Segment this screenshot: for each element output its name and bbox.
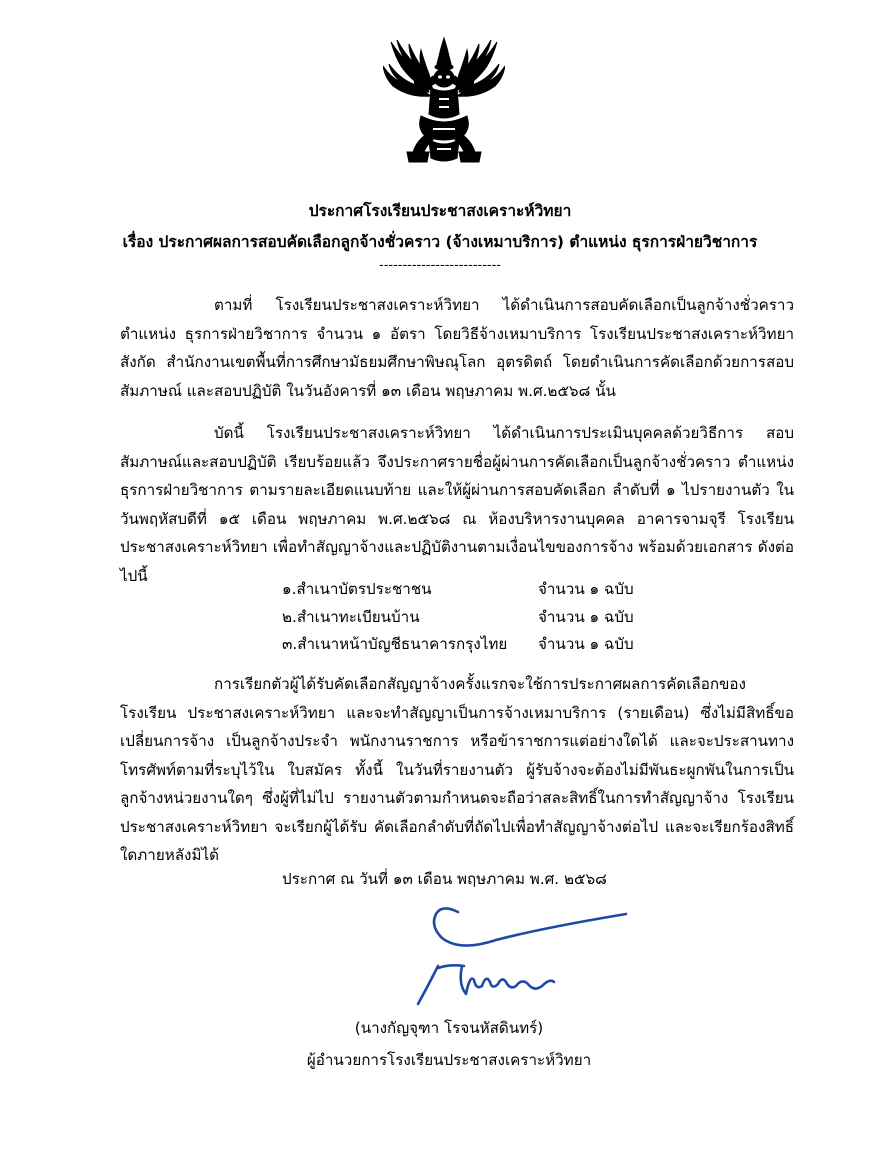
document-name: ๑.สำเนาบัตรประชาชน [282, 580, 432, 598]
paragraph-result: บัดนี้ โรงเรียนประชาสงเคราะห์วิทยา ได้ดำเนินการประเมินบุคคลด้วยวิธีการ สอบสัมภาษณ์และสอบปฏิบัติ เรียบร้อยแล้ว จึงประกาศรายชื่อผู้ผ่านการคัดเลือกเป็นลูกจ้างชั่วคราว ตำแหน่ง ธุรการฝ่ายวิชาการ ตามรายละเอียดแนบท้าย และให้ผู้ผ่านการสอบคัดเลือก ลำดับที่ ๑ ไปรายงานตัว ในวันพฤหัสบดีที่ ๑๕ เดือน พฤษภาคม พ.ศ.๒๕๖๘ ณ ห้องบริหารงานบุคคล อาคารจามจุรี โรงเรียนประชาสงเคราะห์วิทยา เพื่อทำสัญญาจ้างและปฏิบัติงานตามเงื่อนไขของการจ้าง พร้อมด้วยเอกสาร ดังต่อไปนี้ [120, 424, 794, 585]
paragraph-conditions: การเรียกตัวผู้ได้รับคัดเลือกสัญญาจ้างครั้งแรกจะใช้การประกาศผลการคัดเลือกของโรงเรียน ประชาสงเคราะห์วิทยา และจะทำสัญญาเป็นการจ้างเหมาบริการ (รายเดือน) ซึ่งไม่มีสิทธิ์ขอเปลี่ยนการจ้าง เป็นลูกจ้างประจำ พนักงานราชการ หรือข้าราชการแต่อย่างใดได้ และจะประสานทางโทรศัพท์ตามที่ระบุไว้ใน ใบสมัคร ทั้งนี้ ในวันที่รายงานตัว ผู้รับจ้างจะต้องไม่มีพันธะผูกพันในการเป็นลูกจ้างหน่วยงานใดๆ ซึ่งผู้ที่ไม่ไป รายงานตัวตามกำหนดจะถือว่าสละสิทธิ์ในการทำสัญญาจ้าง โรงเรียนประชาสงเคราะห์วิทยา จะเรียกผู้ได้รับ คัดเลือกลำดับที่ถัดไปเพื่อทำสัญญาจ้างต่อไป และจะเรียกร้องสิทธิ์ใดภายหลังมิได้ [120, 675, 794, 864]
list-item [282, 604, 682, 632]
paragraph-background: ตามที่ โรงเรียนประชาสงเคราะห์วิทยา ได้ดำเนินการสอบคัดเลือกเป็นลูกจ้างชั่วคราว ตำแหน่ง ธุรการฝ่ายวิชาการ จำนวน ๑ อัตรา โดยวิธีจ้างเหมาบริการ โรงเรียนประชาสงเคราะห์วิทยา สังกัด สำนักงานเขตพื้นที่การศึกษามัธยมศึกษาพิษณุโลก อุตรดิตถ์ โดยดำเนินการคัดเลือกด้วยการสอบสัมภาษณ์ และสอบปฏิบัติ ในวันอังคารที่ ๑๓ เดือน พฤษภาคม พ.ศ.๒๕๖๘ นั้น [120, 296, 794, 400]
signer-name: (นางกัญจุฑา โรจนหัสดินทร์) [354, 1019, 544, 1037]
list-item [282, 576, 682, 604]
announcement-title: ประกาศโรงเรียนประชาสงเคราะห์วิทยา [308, 202, 572, 220]
director-signature [412, 898, 632, 1016]
required-documents-list [282, 576, 682, 659]
announcement-date: ประกาศ ณ วันที่ ๑๓ เดือน พฤษภาคม พ.ศ. ๒๕๖๘ [282, 870, 607, 888]
document-name: ๓.สำเนาหน้าบัญชีธนาคารกรุงไทย [282, 635, 508, 653]
garuda-emblem-icon [383, 36, 505, 168]
signer-title: ผู้อำนวยการโรงเรียนประชาสงเคราะห์วิทยา [306, 1051, 592, 1069]
document-quantity: จำนวน ๑ ฉบับ [538, 635, 634, 653]
announcement-subject: เรื่อง ประกาศผลการสอบคัดเลือกลูกจ้างชั่วคราว (จ้างเหมาบริการ) ตำแหน่ง ธุรการฝ่ายวิชาการ [122, 233, 758, 251]
title-divider: -------------------------- [379, 258, 501, 273]
list-item [282, 631, 682, 659]
document-quantity: จำนวน ๑ ฉบับ [538, 607, 634, 626]
document-quantity: จำนวน ๑ ฉบับ [538, 580, 634, 598]
document-name: ๒.สำเนาทะเบียนบ้าน [282, 607, 420, 626]
